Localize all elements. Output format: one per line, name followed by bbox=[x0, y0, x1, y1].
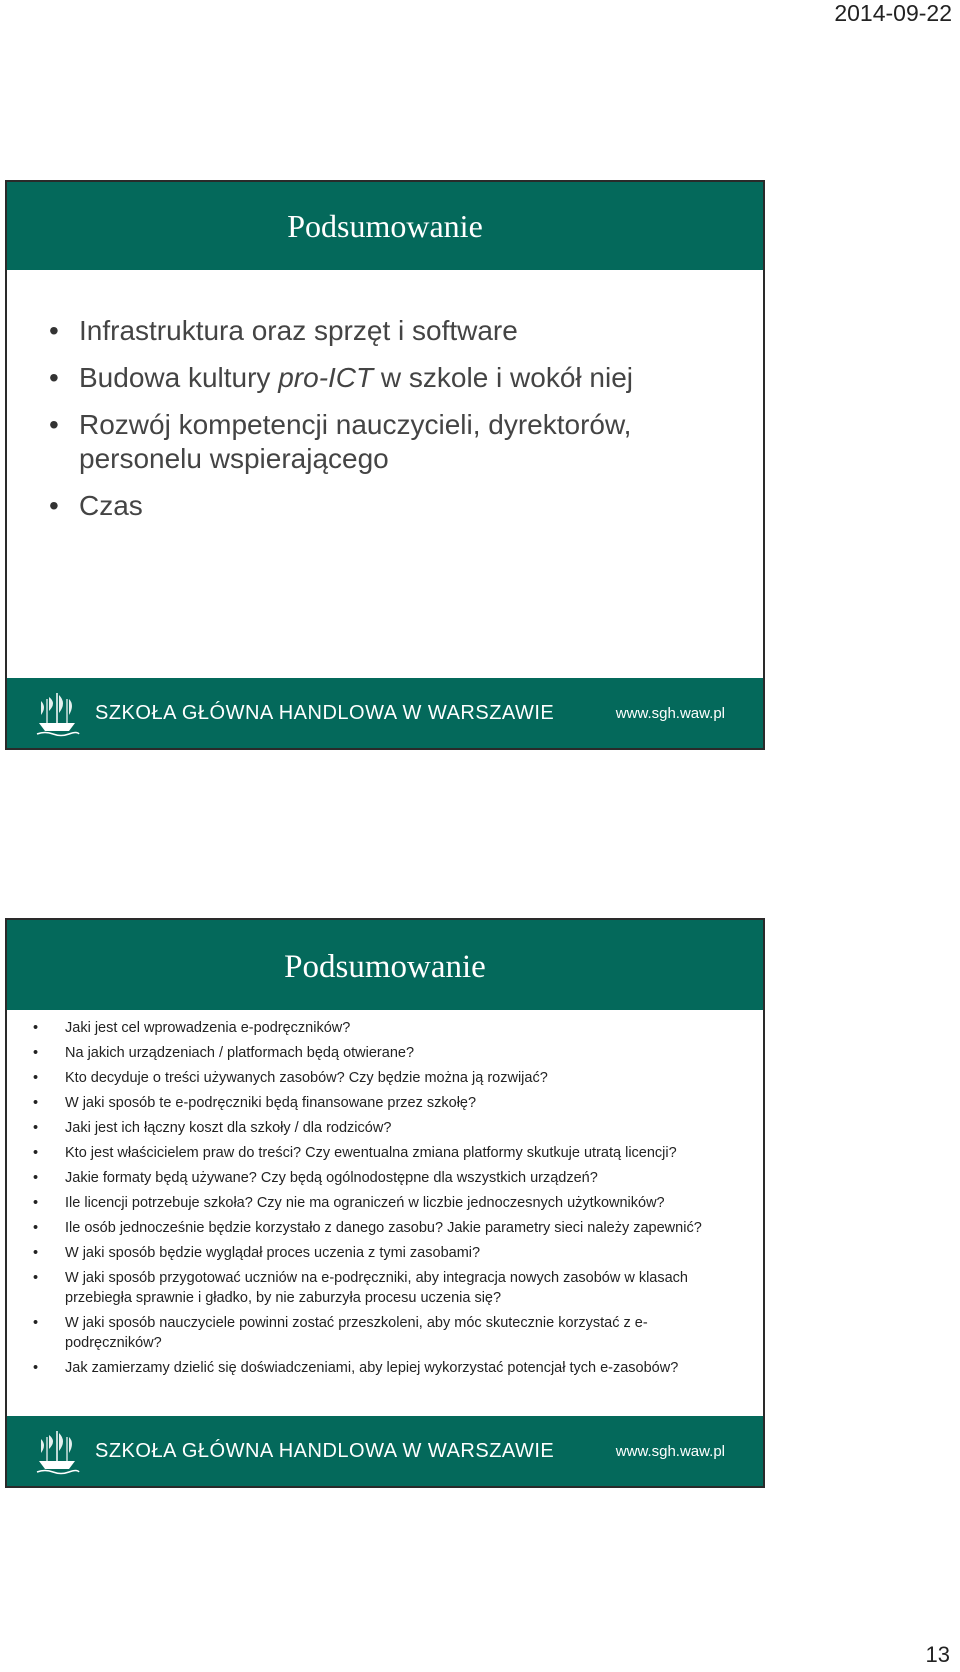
ship-logo-icon bbox=[33, 689, 81, 737]
bullet-item: • Jaki jest cel wprowadzenia e-podręczników? bbox=[33, 1018, 743, 1038]
page-number: 13 bbox=[925, 1642, 950, 1667]
bullet-text-pre: Budowa kultury bbox=[79, 362, 279, 393]
ship-logo-icon bbox=[33, 1427, 81, 1475]
slide-body bbox=[7, 1010, 763, 1378]
bullet-item: • Ile osób jednocześnie będzie korzystało z danego zasobu? Jakie parametry sieci należy zapewnić? bbox=[33, 1218, 743, 1238]
bullet-list bbox=[49, 314, 733, 523]
school-name: SZKOŁA GŁÓWNA HANDLOWA W WARSZAWIE bbox=[95, 1439, 555, 1462]
bullet-item: • Czas bbox=[49, 489, 733, 523]
bullet-item: • Infrastruktura oraz sprzęt i software bbox=[49, 314, 733, 348]
slide-body bbox=[7, 270, 763, 523]
slide-title-bar bbox=[7, 182, 763, 270]
bullet-text-italic: pro-ICT bbox=[278, 362, 374, 393]
slide-footer bbox=[7, 1416, 763, 1486]
slide-title: Podsumowanie bbox=[284, 948, 486, 985]
bullet-item: • Kto decyduje o treści używanych zasobów? Czy będzie można ją rozwijać? bbox=[33, 1068, 743, 1088]
slide-footer bbox=[7, 678, 763, 748]
bullet-item: • Kto jest właścicielem praw do treści? Czy ewentualna zmiana platformy skutkuje utratą licencji? bbox=[33, 1143, 743, 1163]
bullet-item: • Rozwój kompetencji nauczycieli, dyrektorów, personelu wspierającego bbox=[49, 408, 733, 476]
bullet-item: • Jakie formaty będą używane? Czy będą ogólnodostępne dla wszystkich urządzeń? bbox=[33, 1168, 743, 1188]
bullet-item: • W jaki sposób nauczyciele powinni zostać przeszkoleni, aby móc skutecznie korzystać z e-podręczników? bbox=[33, 1313, 743, 1353]
school-url: www.sgh.waw.pl bbox=[615, 704, 725, 722]
school-url: www.sgh.waw.pl bbox=[615, 1442, 725, 1460]
bullet-item: • W jaki sposób te e-podręczniki będą finansowane przez szkołę? bbox=[33, 1093, 743, 1113]
bullet-item: • Jaki jest ich łączny koszt dla szkoły / dla rodziców? bbox=[33, 1118, 743, 1138]
bullet-item: • W jaki sposób przygotować uczniów na e-podręczniki, aby integracja nowych zasobów w klasach przebiegła sprawnie i gładko, by nie zaburzyła procesu uczenia się? bbox=[33, 1268, 743, 1308]
bullet-item: • Na jakich urządzeniach / platformach będą otwierane? bbox=[33, 1043, 743, 1063]
school-name: SZKOŁA GŁÓWNA HANDLOWA W WARSZAWIE bbox=[95, 701, 555, 724]
slide-1 bbox=[5, 180, 765, 750]
bullet-text-post: w szkole i wokół niej bbox=[373, 362, 633, 393]
page-date: 2014-09-22 bbox=[834, 0, 952, 26]
slide-2 bbox=[5, 918, 765, 1488]
slide-title-bar bbox=[7, 920, 763, 1010]
bullet-item: • Jak zamierzamy dzielić się doświadczeniami, aby lepiej wykorzystać potencjał tych e-zasobów? bbox=[33, 1358, 743, 1378]
bullet-item bbox=[49, 361, 733, 395]
bullet-item: • Ile licencji potrzebuje szkoła? Czy nie ma ograniczeń w liczbie jednoczesnych użytkowników? bbox=[33, 1193, 743, 1213]
slide-title: Podsumowanie bbox=[287, 207, 483, 244]
bullet-list bbox=[33, 1018, 743, 1378]
bullet-item: • W jaki sposób będzie wyglądał proces uczenia z tymi zasobami? bbox=[33, 1243, 743, 1263]
